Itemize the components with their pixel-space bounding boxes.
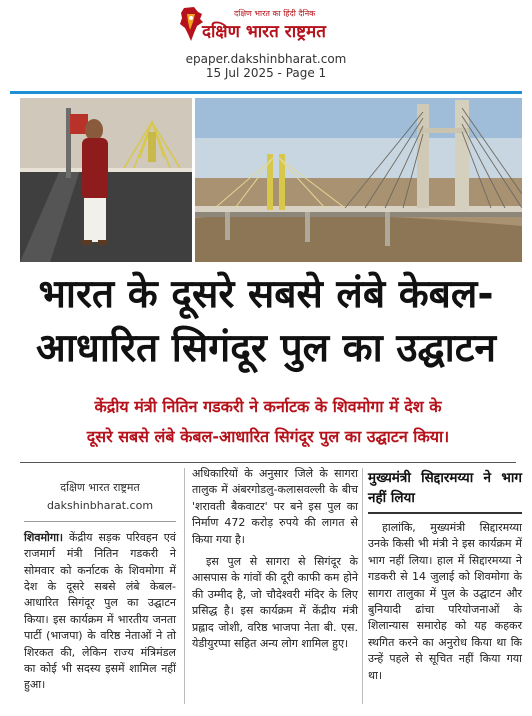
lead-paragraph-text: केंद्रीय सड़क परिवहन एवं राजमार्ग मंत्री नितिन गडकरी ने सोमवार को कर्नाटक के शिवमोगा में देश के दूसरे सबसे लंबे केबल-आधारित सिगंदूर पुल का उद्घाटन किया। इस कार्यक्रम में भारतीय जनता पार्टी (भाजपा) के वरिष्ठ नेताओं ने तो शिरकत की, लेकिन राज्य मंत्रिमंडल का कोई भी सदस्य इसमें शामिल नहीं हुआ।: [24, 530, 176, 692]
article-subheadline: [20, 392, 516, 452]
headline-line-1: भारत के दूसरे सबसे लंबे केबल-: [38, 272, 494, 317]
masthead: [0, 0, 532, 90]
masthead-tagline: दक्षिण भारत का हिंदी दैनिक: [234, 9, 316, 18]
photo-cable-stayed-bridge: [195, 98, 522, 262]
dateline: शिवमोगा।: [24, 530, 64, 544]
epaper-url[interactable]: epaper.dakshinbharat.com: [185, 52, 347, 66]
subhead-line-1: केंद्रीय मंत्री नितिन गडकरी ने कर्नाटक के शिवमोगा में देश के: [94, 397, 442, 416]
section-divider: [20, 462, 516, 463]
column-divider-2: [362, 468, 363, 704]
masthead-name: दक्षिण भारत राष्ट्रमत: [202, 22, 326, 42]
byline-site[interactable]: dakshinbharat.com: [46, 499, 154, 513]
photo-minister-on-bridge: [20, 98, 192, 262]
masthead-divider: [10, 91, 522, 94]
column-divider-1: [184, 468, 185, 704]
sidebar-title-divider: [368, 512, 522, 514]
article-column-3: [368, 466, 522, 684]
paragraph-distance: इस पुल से सागरा से सिगंदूर के आसपास के गांवों की दूरी काफी कम होने की उम्मीद है, जो चौदेश्वरी मंदिर के लिए प्रसिद्ध है। इस कार्यक्रम में केंद्रीय मंत्री प्रह्लाद जोशी, वरिष्ठ भाजपा नेता बी. एस. येडीयुरप्पा सहित अन्य लोग शामिल हुए।: [192, 555, 358, 651]
subhead-line-2: दूसरे सबसे लंबे केबल-आधारित सिगंदूर पुल का उद्घाटन किया।: [86, 427, 450, 446]
article-column-2: [192, 466, 358, 652]
byline-name: दक्षिण भारत राष्ट्रमत: [60, 481, 140, 494]
edition-date-page: 15 Jul 2025 - Page 1: [205, 66, 327, 80]
byline-divider: [24, 521, 176, 522]
india-map-logo-icon: [178, 6, 204, 42]
lead-paragraph: [24, 530, 176, 694]
paragraph-cost: अधिकारियों के अनुसार जिले के सागरा तालुक में अंबरगोडलु-कलासवल्ली के बीच 'शरावती बैकवाटर' पर बने इस पुल का निर्माण 472 करोड़ रुपये की लागत से किया गया है।: [192, 467, 358, 546]
headline-line-2: आधारित सिगंदूर पुल का उद्घाटन: [35, 326, 497, 371]
sidebar-title: मुख्यमंत्री सिद्दारमय्या ने भाग नहीं लिया: [368, 470, 522, 506]
article-column-1: [24, 476, 176, 694]
sidebar-paragraph: हालांकि, मुख्यमंत्री सिद्दारमय्या उनके किसी भी मंत्री ने इस कार्यक्रम में भाग नहीं लिया। हाल में सिद्दारमय्या ने गडकरी से 14 जुलाई को शिवमोगा के सागरा तालुका में पुल के उद्घाटन और बुनियादी ढांचा परियोजनाओं के शिलान्यास समारोह को यह कहकर स्थगित करने का अनुरोध किया था कि उन्हें पहले से सूचित नहीं किया गया था।: [368, 521, 522, 682]
article-headline: [14, 268, 518, 376]
newspaper-logo[interactable]: [178, 4, 356, 48]
